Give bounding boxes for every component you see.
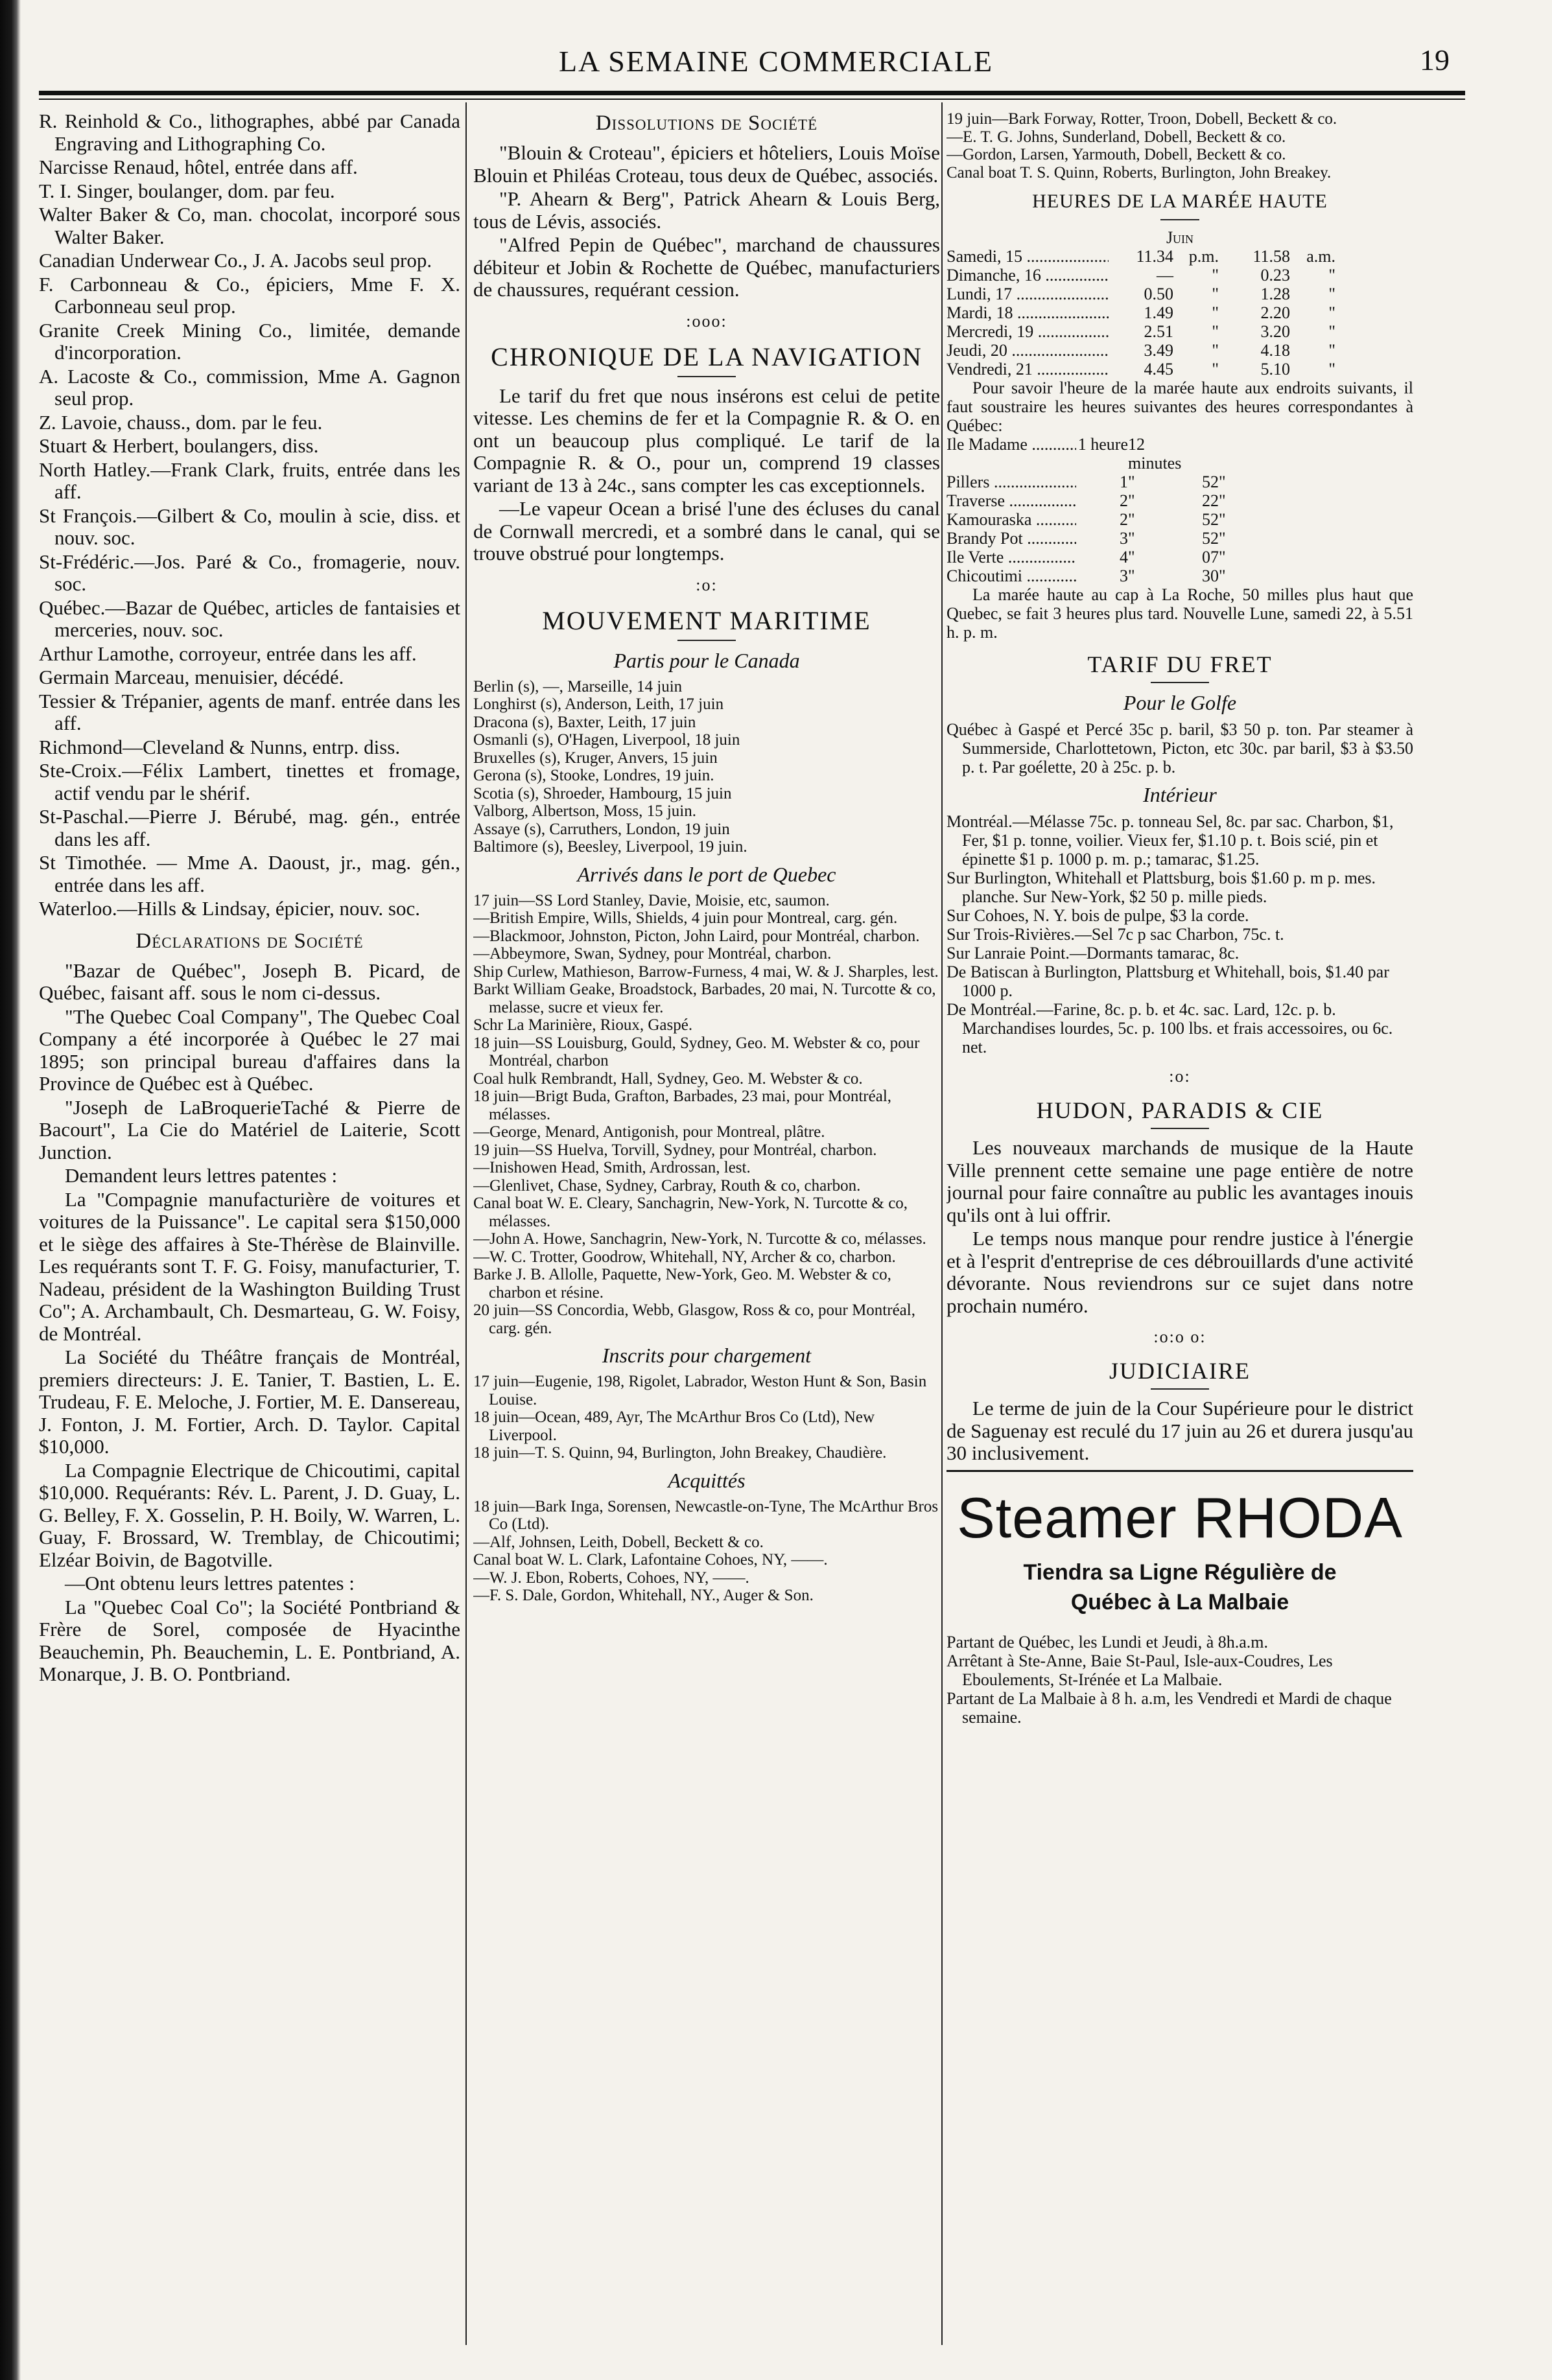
ship-entry: 18 juin—T. S. Quinn, 94, Burlington, John Breakey, Chaudière. [473, 1444, 887, 1462]
port-minutes: 52 [1202, 510, 1219, 529]
heading-dash [677, 640, 736, 641]
interior-heading: Intérieur [1143, 783, 1217, 806]
heading-dash [1160, 219, 1199, 220]
departed-list [473, 678, 940, 856]
dissolution-entry: "P. Ahearn & Berg", Patrick Ahearn & Louis Berg, tous de Lévis, associés. [473, 187, 940, 233]
freight-heading: TARIF DU FRET [1087, 651, 1273, 677]
cleared-list [473, 1498, 940, 1605]
tide-unit: p.m. [1188, 247, 1219, 266]
ship-entry: —Blackmoor, Johnston, Picton, John Laird, pour Montréal, charbon. [473, 927, 920, 945]
port-hours: 1 [1120, 472, 1128, 491]
port-unit: " [1219, 548, 1226, 566]
steamer-ad-line: Partant de La Malbaie à 8 h. a.m, les Vendredi et Mardi de chaque semaine. [946, 1688, 1392, 1727]
port-hours: 3 [1120, 529, 1128, 548]
port-unit: " [1128, 566, 1135, 585]
business-entry: T. I. Singer, boulanger, dom. par feu. [39, 179, 335, 202]
ship-entry: Scotia (s), Shroeder, Hambourg, 15 juin [473, 784, 732, 802]
port-name: Ile Madame ..... [946, 435, 1076, 472]
tide-row [946, 247, 1413, 266]
port-unit: " [1219, 510, 1226, 529]
tide-time: 5.10 [1260, 360, 1290, 379]
port-row [946, 472, 1413, 491]
tides-footer: La marée haute au cap à La Roche, 50 milles plus haut que Quebec, se fait 3 heures plus tard. Nouvelle Lune, samedi 22, à 5.51 h. p. m. [946, 585, 1413, 642]
tide-unit: " [1212, 303, 1219, 322]
business-entry: R. Reinhold & Co., lithographes, abbé par Canada Engraving and Lithographing Co. [39, 110, 460, 155]
hudon-paragraph: Les nouveaux marchands de musique de la Haute Ville prennent cette semaine une page entière de notre journal pour faire connaître au public les avantages inouis qu'ils ont à lui offrir. [946, 1136, 1413, 1226]
ship-entry: Schr La Marinière, Rioux, Gaspé. [473, 1016, 693, 1034]
port-name: Ile Verte ..... [946, 548, 1076, 566]
steamer-ad-text [946, 1633, 1413, 1727]
port-name: Chicoutimi ..... [946, 566, 1076, 585]
tides-month: Juin [1166, 228, 1194, 247]
business-entry: Tessier & Trépanier, agents de manf. entrée dans les aff. [39, 689, 460, 734]
tide-day: Samedi, 15 ..... [946, 247, 1109, 266]
ship-entry: Longhirst (s), Anderson, Leith, 17 juin [473, 695, 724, 713]
dissolutions-list [473, 142, 940, 301]
port-unit: 12 minutes [1128, 435, 1182, 472]
column-rule-1 [465, 102, 467, 2345]
ship-entry: Bruxelles (s), Kruger, Anvers, 15 juin [473, 749, 718, 767]
port-row [946, 491, 1413, 510]
port-row [946, 566, 1413, 585]
ad-rule-top [946, 1470, 1413, 1472]
business-entry: St François.—Gilbert & Co, moulin à scie, diss. et nouv. soc. [39, 504, 460, 549]
tide-day: Lundi, 17 ..... [946, 285, 1109, 303]
tide-time: 1.49 [1144, 303, 1173, 322]
navigation-paragraph: Le tarif du fret que nous insérons est celui de petite vitesse. Les chemins de fer et la Compagnie R. & O. en ont un beaucoup plus compliqué. Le tarif de la Compagnie R. & O., pour un, comprend 19 classes variant de 13 à 24c., sans compter les cas exceptionnels. [473, 384, 940, 496]
registered-list [473, 1373, 940, 1462]
tide-row [946, 341, 1413, 360]
ship-entry: —F. S. Dale, Gordon, Whitehall, NY., Auger & Son. [473, 1587, 814, 1604]
business-entry: A. Lacoste & Co., commission, Mme A. Gagnon seul prop. [39, 364, 460, 410]
ship-entry: —W. C. Trotter, Goodrow, Whitehall, NY, Archer & co, charbon. [473, 1248, 896, 1266]
ship-entry: Berlin (s), —, Marseille, 14 juin [473, 677, 683, 695]
ship-entry: Osmanli (s), O'Hagen, Liverpool, 18 juin [473, 731, 740, 749]
port-unit: " [1219, 472, 1226, 491]
port-hours: 1 heure [1077, 435, 1128, 454]
ship-entry: 20 juin—SS Concordia, Webb, Glasgow, Ross & co, pour Montréal, carg. gén. [473, 1301, 915, 1337]
port-row [946, 435, 1413, 472]
ship-entry: —Abbeymore, Swan, Sydney, pour Montréal, charbon. [473, 945, 832, 962]
business-entry: Richmond—Cleveland & Nunns, entrp. diss. [39, 735, 401, 758]
business-entry: Ste-Croix.—Félix Lambert, tinettes et fromage, actif vendu par le shérif. [39, 759, 460, 804]
business-entry: Stuart & Herbert, boulangers, diss. [39, 434, 319, 457]
business-entry: Waterloo.—Hills & Lindsay, épicier, nouv. soc. [39, 897, 421, 920]
declarations-list [39, 960, 460, 1686]
tide-time: 2.51 [1144, 322, 1173, 341]
steamer-ad-subtitle-line: Tiendra sa Ligne Régulière de [1023, 1559, 1337, 1585]
tide-unit: " [1328, 266, 1335, 285]
cleared-continued-list [946, 110, 1413, 181]
tide-row [946, 322, 1413, 341]
separator: :o:o o: [1153, 1327, 1206, 1346]
heading-dash [1151, 1128, 1209, 1129]
tides-heading: HEURES DE LA MARÉE HAUTE [1032, 191, 1328, 212]
ship-entry: 18 juin—Brigt Buda, Grafton, Barbades, 23 mai, pour Montréal, mélasses. [473, 1088, 892, 1123]
tide-day: Vendredi, 21 ..... [946, 360, 1109, 379]
freight-rate-entry: Sur Burlington, Whitehall et Plattsburg, bois $1.60 p. m p. mes. planche. Sur New-York, $2 50 p. mille pieds. [946, 869, 1376, 906]
port-hours: 4 [1120, 548, 1128, 566]
newspaper-title: LA SEMAINE COMMERCIALE [558, 45, 994, 78]
business-entry: Canadian Underwear Co., J. A. Jacobs seul prop. [39, 249, 432, 272]
freight-rate-entry: Sur Cohoes, N. Y. bois de pulpe, $3 la corde. [946, 906, 1249, 925]
header-rule [39, 91, 1465, 95]
declaration-entry: La Compagnie Electrique de Chicoutimi, capital $10,000. Requérants: Rév. L. Parent, J. D. Guay, L. G. Belley, F. X. Gosselin, P. H. Boily, W. Warren, L. Guay, F. Brossard, W. Tremblay, de Chicoutimi; Elzéar Boivin, de Bagotville. [39, 1458, 460, 1571]
navigation-text [473, 385, 940, 565]
hudon-heading: HUDON, PARADIS & CIE [1036, 1097, 1324, 1123]
business-entry: Granite Creek Mining Co., limitée, demande d'incorporation. [39, 318, 460, 364]
tide-unit: " [1212, 341, 1219, 360]
departed-heading: Partis pour le Canada [613, 648, 800, 672]
tide-time: 4.18 [1260, 341, 1290, 360]
freight-rate-entry: Montréal.—Mélasse 75c. p. tonneau Sel, 8c. par sac. Charbon, $1, Fer, $1 p. tonne, voilier. Vieux fer, $1.10 p. t. Bois scié, pin et épinette $1 p. 1000 p. m. p.; tamarac, $1.25. [946, 812, 1394, 869]
ship-entry: 19 juin—Bark Forway, Rotter, Troon, Dobell, Beckett & co. [946, 110, 1337, 128]
tide-unit: " [1328, 341, 1335, 360]
ship-entry: 18 juin—Ocean, 489, Ayr, The McArthur Bros Co (Ltd), New Liverpool. [473, 1408, 875, 1444]
steamer-ad-subtitle [946, 1558, 1413, 1617]
tide-unit: " [1212, 360, 1219, 379]
freight-rate-entry: Sur Lanraie Point.—Dormants tamarac, 8c. [946, 944, 1240, 962]
freight-rate-entry: De Montréal.—Farine, 8c. p. b. et 4c. sac. Lard, 12c. p. b. Marchandises lourdes, 5c. p. 100 lbs. et frais accessoires, ou 6c. net. [946, 1000, 1393, 1056]
port-row [946, 529, 1413, 548]
tide-row [946, 360, 1413, 379]
binding-edge [0, 0, 21, 2380]
port-row [946, 510, 1413, 529]
tide-day: Mercredi, 19 ..... [946, 322, 1109, 341]
tide-unit: " [1212, 285, 1219, 303]
port-hours: 2 [1120, 510, 1128, 529]
business-entry: Narcisse Renaud, hôtel, entrée dans aff. [39, 156, 358, 178]
port-name: Traverse ..... [946, 491, 1076, 510]
declaration-entry: La Société du Théâtre français de Montréal, premiers directeurs: J. E. Tanier, T. Bastien, L. E. Trudeau, F. E. Meloche, J. Fortier, M. E. Dansereau, J. Fonton, J. M. Fortier, Arch. D. Taylor. Capital $10,000. [39, 1346, 460, 1458]
tide-time: 11.58 [1252, 247, 1290, 266]
port-unit: " [1219, 491, 1226, 510]
declaration-entry: La "Quebec Coal Co"; la Société Pontbriand & Frère de Sorel, composée de Hyacinthe Beauchemin, Ph. Beauchemin, L. E. Pontbriand, A. Monarque, J. B. O. Pontbriand. [39, 1595, 460, 1685]
ship-entry: Dracona (s), Baxter, Leith, 17 juin [473, 713, 696, 731]
registered-heading: Inscrits pour chargement [602, 1344, 812, 1367]
ship-entry: —W. J. Ebon, Roberts, Cohoes, NY, ——. [473, 1569, 749, 1587]
ship-entry: —Inishowen Head, Smith, Ardrossan, lest. [473, 1159, 751, 1176]
ship-entry: Gerona (s), Stooke, Londres, 19 juin. [473, 767, 714, 784]
ship-entry: Valborg, Albertson, Moss, 15 juin. [473, 802, 696, 820]
ship-entry: Canal boat W. L. Clark, Lafontaine Cohoes, NY, ——. [473, 1551, 828, 1569]
hudon-paragraph: Le temps nous manque pour rendre justice à l'énergie et à l'esprit d'entreprise de ces débrouillards d'une activité dévorante. Nous reviendrons sur ce sujet dans notre prochain numéro. [946, 1227, 1413, 1317]
business-entry: St-Paschal.—Pierre J. Bérubé, mag. gén., entrée dans les aff. [39, 805, 460, 850]
port-unit: " [1128, 472, 1135, 491]
business-entry: Walter Baker & Co, man. chocolat, incorporé sous Walter Baker. [39, 203, 460, 248]
business-entry: Arthur Lamothe, corroyeur, entrée dans les aff. [39, 642, 417, 665]
tide-time: 0.23 [1260, 266, 1290, 285]
ship-entry: 18 juin—SS Louisburg, Gould, Sydney, Geo. M. Webster & co, pour Montréal, charbon [473, 1034, 920, 1069]
page-number: 19 [1420, 43, 1450, 76]
tide-unit: " [1328, 303, 1335, 322]
tide-day: Dimanche, 16 ..... [946, 266, 1109, 285]
tide-row [946, 303, 1413, 322]
gulf-rates: Québec à Gaspé et Percé 35c p. baril, $3 50 p. ton. Par steamer à Summerside, Charlottetown, Picton, etc 30c. par baril, $3 à $3.50 p. t. Par goélette, 20 à 25c. p. b. [946, 720, 1413, 776]
tide-unit: " [1212, 266, 1219, 285]
tide-unit: " [1328, 285, 1335, 303]
port-unit: " [1128, 529, 1135, 548]
port-minutes: 30 [1202, 566, 1219, 585]
steamer-ad-line: Partant de Québec, les Lundi et Jeudi, à 8h.a.m. [946, 1632, 1269, 1651]
port-name: Pillers ..... [946, 472, 1076, 491]
tide-row [946, 266, 1413, 285]
hudon-text [946, 1137, 1413, 1317]
freight-rate-entry: De Batiscan à Burlington, Plattsburg et Whitehall, bois, $1.40 par 1000 p. [946, 962, 1389, 1000]
port-unit: " [1219, 566, 1226, 585]
dissolution-entry: "Alfred Pepin de Québec", marchand de chaussures débiteur et Jobin & Rochette de Québec, manufacturiers de chaussures, requérant cession. [473, 233, 940, 301]
ship-entry: Canal boat T. S. Quinn, Roberts, Burlington, John Breakey. [946, 163, 1332, 181]
navigation-heading: CHRONIQUE DE LA NAVIGATION [491, 342, 923, 371]
tide-day: Mardi, 18 ..... [946, 303, 1109, 322]
port-unit: " [1128, 548, 1135, 566]
business-entry: Québec.—Bazar de Québec, articles de fantaisies et merceries, nouv. soc. [39, 596, 460, 641]
declaration-entry: "Bazar de Québec", Joseph B. Picard, de Québec, faisant aff. sous le nom ci-dessus. [39, 959, 460, 1004]
interior-rates [946, 812, 1413, 1056]
port-name: Kamouraska ..... [946, 510, 1076, 529]
tide-unit: a.m. [1306, 247, 1335, 266]
business-changes-list [39, 110, 460, 920]
ship-entry: —John A. Howe, Sanchagrin, New-York, N. Turcotte & co, mélasses. [473, 1230, 926, 1248]
ship-entry: Ship Curlew, Mathieson, Barrow-Furness, 4 mai, W. & J. Sharples, lest. [473, 962, 939, 981]
tide-time: 2.20 [1260, 303, 1290, 322]
separator: :o: [1169, 1067, 1191, 1086]
separator: :o: [696, 575, 718, 594]
business-entry: F. Carbonneau & Co., épiciers, Mme F. X. Carbonneau seul prop. [39, 272, 460, 318]
declaration-entry: —Ont obtenu leurs lettres patentes : [65, 1572, 355, 1594]
tide-time: 3.20 [1260, 322, 1290, 341]
tide-time: 0.50 [1144, 285, 1173, 303]
gulf-heading: Pour le Golfe [1123, 691, 1237, 714]
freight-rate-entry: Sur Trois-Rivières.—Sel 7c p sac Charbon, 75c. t. [946, 925, 1284, 944]
column-2 [473, 110, 940, 2340]
tide-unit: " [1212, 322, 1219, 341]
port-unit: " [1128, 491, 1135, 510]
arrived-heading: Arrivés dans le port de Quebec [577, 862, 836, 886]
business-entry: St-Frédéric.—Jos. Paré & Co., fromagerie, nouv. soc. [39, 550, 460, 595]
declaration-entry: "The Quebec Coal Company", The Quebec Coal Company a été incorporée à Québec le 27 mai 1895; son principal bureau d'affaires dans la Province de Québec est à Québec. [39, 1005, 460, 1095]
ship-entry: Baltimore (s), Beesley, Liverpool, 19 juin. [473, 838, 747, 856]
port-name: Brandy Pot ..... [946, 529, 1076, 548]
maritime-heading: MOUVEMENT MARITIME [542, 605, 871, 635]
dissolutions-heading: Dissolutions de Société [595, 111, 818, 135]
tide-day: Jeudi, 20 ..... [946, 341, 1109, 360]
heading-dash [1151, 682, 1209, 683]
business-entry: North Hatley.—Frank Clark, fruits, entrée dans les aff. [39, 458, 460, 503]
ship-entry: 19 juin—SS Huelva, Torvill, Sydney, pour Montréal, charbon. [473, 1141, 877, 1159]
tides-note: Pour savoir l'heure de la marée haute aux endroits suivants, il faut soustraire les heures suivantes des heures correspondantes à Québec: [946, 379, 1413, 435]
ship-entry: Barkt William Geake, Broadstock, Barbades, 20 mai, N. Turcotte & co, melasse, sucre et vieux fer. [473, 981, 936, 1016]
port-unit: " [1219, 529, 1226, 548]
ship-entry: —E. T. G. Johns, Sunderland, Dobell, Beckett & co. [946, 128, 1286, 146]
declaration-entry: La "Compagnie manufacturière de voitures et voitures de la Puissance". Le capital sera $150,000 et le siège des affaires à Ste-Thérèse de Blainville. Les requérants sont T. F. G. Foisy, manufacturier, T. Nadeau, président de la Washington Building Trust Co"; A. Archambault, Ch. Desmarteau, G. W. Foisy, de Montréal. [39, 1187, 460, 1345]
separator: :ooo: [686, 311, 727, 331]
ship-entry: 18 juin—Bark Inga, Sorensen, Newcastle-on-Tyne, The McArthur Bros Co (Ltd). [473, 1497, 939, 1533]
column-rule-2 [941, 102, 943, 2345]
column-1 [39, 110, 460, 2340]
ship-entry: 17 juin—Eugenie, 198, Rigolet, Labrador, Weston Hunt & Son, Basin Louise. [473, 1373, 927, 1408]
port-hours: 2 [1120, 491, 1128, 510]
judicial-heading: JUDICIAIRE [1109, 1358, 1251, 1384]
cleared-heading: Acquittés [668, 1468, 746, 1492]
declaration-entry: "Joseph de LaBroquerieTaché & Pierre de Bacourt", La Cie do Matériel de Laiterie, Scott Junction. [39, 1095, 460, 1163]
steamer-ad-line: Arrêtant à Ste-Anne, Baie St-Paul, Isle-aux-Coudres, Les Eboulements, St-Irénée et La Malbaie. [946, 1651, 1333, 1689]
tide-row [946, 285, 1413, 303]
port-row [946, 548, 1413, 566]
declarations-heading: Déclarations de Société [135, 929, 364, 953]
steamer-ad-title: Steamer RHODA [957, 1485, 1403, 1550]
business-entry: St Timothée. — Mme A. Daoust, jr., mag. gén., entrée dans les aff. [39, 851, 460, 896]
ship-entry: Assaye (s), Carruthers, London, 19 juin [473, 820, 730, 838]
navigation-paragraph: —Le vapeur Ocean a brisé l'une des écluses du canal de Cornwall mercredi, et a sombré dans le canal, qui se trouve obstrué pour longtemps. [473, 497, 940, 565]
judicial-text: Le terme de juin de la Cour Supérieure pour le district de Saguenay est reculé du 17 juin au 26 et durera jusqu'au 30 inclusivement. [946, 1397, 1413, 1464]
ship-entry: —Alf, Johnsen, Leith, Dobell, Beckett & co. [473, 1533, 764, 1551]
heading-dash [1151, 1388, 1209, 1390]
ship-entry: —Glenlivet, Chase, Sydney, Carbray, Routh & co, charbon. [473, 1176, 861, 1195]
tide-time: 1.28 [1260, 285, 1290, 303]
header-rule-thin [39, 99, 1465, 100]
ship-entry: Barke J. B. Allolle, Paquette, New-York, Geo. M. Webster & co, charbon et résine. [473, 1266, 891, 1301]
port-minutes: 22 [1202, 491, 1219, 510]
ship-entry: —Gordon, Larsen, Yarmouth, Dobell, Beckett & co. [946, 146, 1286, 163]
port-minutes: 52 [1202, 472, 1219, 491]
ports-table [946, 435, 1413, 585]
business-entry: Z. Lavoie, chauss., dom. par le feu. [39, 410, 323, 434]
tide-unit: " [1328, 360, 1335, 379]
port-minutes: 52 [1202, 529, 1219, 548]
ship-entry: Coal hulk Rembrandt, Hall, Sydney, Geo. M. Webster & co. [473, 1069, 863, 1088]
ship-entry: 17 juin—SS Lord Stanley, Davie, Moisie, etc, saumon. [473, 891, 830, 909]
tides-table [946, 247, 1413, 379]
port-minutes: 07 [1202, 548, 1219, 566]
ship-entry: —British Empire, Wills, Shields, 4 juin pour Montreal, carg. gén. [473, 909, 898, 927]
tide-time: — [1157, 266, 1173, 285]
ship-entry: Canal boat W. E. Cleary, Sanchagrin, New-York, N. Turcotte & co, mélasses. [473, 1195, 908, 1230]
heading-dash [677, 376, 736, 377]
tide-time: 3.49 [1144, 341, 1173, 360]
column-3 [946, 110, 1413, 2340]
dissolution-entry: "Blouin & Croteau", épiciers et hôteliers, Louis Moïse Blouin et Philéas Croteau, tous deux de Québec, associés. [473, 141, 940, 187]
business-entry: Germain Marceau, menuisier, décédé. [39, 666, 344, 688]
declaration-entry: Demandent leurs lettres patentes : [65, 1164, 338, 1187]
steamer-ad-subtitle-line: Québec à La Malbaie [1070, 1589, 1289, 1615]
tide-time: 4.45 [1144, 360, 1173, 379]
port-hours: 3 [1120, 566, 1128, 585]
tide-time: 11.34 [1136, 247, 1173, 266]
ship-entry: —George, Menard, Antigonish, pour Montreal, plâtre. [473, 1123, 825, 1141]
arrived-list [473, 892, 940, 1338]
port-unit: " [1128, 510, 1135, 529]
tide-unit: " [1328, 322, 1335, 341]
